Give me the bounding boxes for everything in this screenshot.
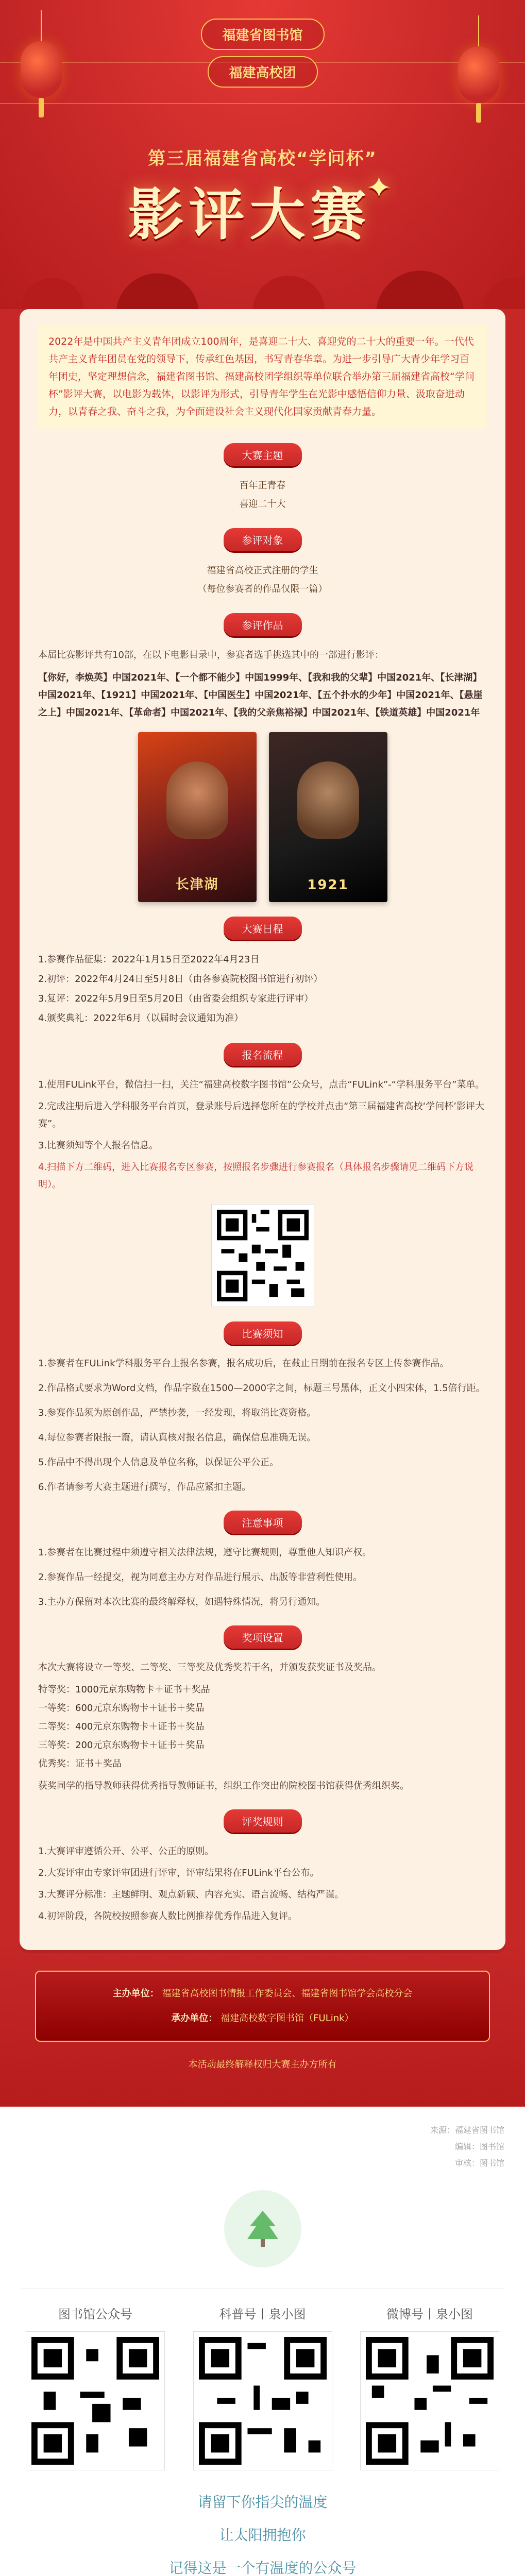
organizer-value: 福建高校数字图书馆（FULink） [221, 2013, 354, 2024]
cloud-decoration [0, 252, 525, 309]
film-poster-title: 长津湖 [175, 877, 219, 892]
judging-item: 2.大赛评审由专家评审团进行评审，评审结果将在FULink平台公布。 [38, 1868, 319, 1878]
section-tag-judging: 评奖规则 [224, 1809, 302, 1833]
qr-title: 图书馆公众号 [58, 2307, 132, 2321]
slogan-block [21, 2486, 504, 2576]
signup-qr-wrap [38, 1204, 487, 1307]
works-intro: 本届比赛影评共有10部，在以下电影目录中，参赛者选手挑选其中的一部进行影评： [38, 650, 384, 660]
organizers-box [35, 1971, 490, 2042]
section-tag-signup: 报名流程 [224, 1043, 302, 1066]
target-line: 福建省高校正式注册的学生 [207, 565, 318, 576]
slogan-line: 记得这是一个有温度的公众号 [168, 2560, 357, 2576]
poster-footer: 本活动最终解释权归大赛主办方所有 [188, 2059, 337, 2070]
slogan-line: 让太阳拥抱你 [219, 2527, 306, 2544]
section-tag-awards: 奖项设置 [224, 1625, 302, 1649]
article-footer [0, 2107, 525, 2576]
section-tag-target: 参评对象 [224, 528, 302, 551]
signup-qr-code[interactable] [211, 1204, 314, 1307]
film-poster-title: 1921 [307, 877, 349, 893]
judging-item: 3.大赛评分标准：主题鲜明、观点新颖、内容充实、语言流畅、结构严谨。 [38, 1889, 344, 1900]
section-tag-theme: 大赛主题 [224, 443, 302, 466]
section-tag-schedule: 大赛日程 [224, 917, 302, 940]
film-poster-image [138, 732, 257, 902]
schedule-item: 4.颁奖典礼：2022年6月（以届时会议通知为准） [38, 1013, 244, 1024]
sparkle-icon: ✦ [366, 170, 397, 206]
rule-item: 4.每位参赛者限报一篇，请认真核对报名信息，确保信息准确无误。 [38, 1432, 316, 1443]
signup-item: 3.比赛须知等个人报名信息。 [38, 1140, 159, 1151]
host-value: 福建省高校图书情报工作委员会、福建省图书馆学会高校分会 [162, 1988, 413, 1999]
hero-badge [200, 19, 324, 88]
rule-item: 1.参赛者在FULink学科服务平台上报名参赛，报名成功后，在截止日期前在报名专区上传参赛作品。 [38, 1358, 449, 1369]
library-logo-icon [224, 2190, 301, 2267]
awards-list [38, 1681, 487, 1773]
signup-item: 2.完成注册后进入学科服务平台首页，登录账号后选择您所在的学校并点击“第三届福建省高校‘学问杯’影评大赛”。 [38, 1101, 484, 1129]
hero-subtitle: 第三届福建省高校“学问杯” [148, 148, 377, 169]
intro-text: 2022年是中国共产主义青年团成立100周年，是喜迎二十大、喜迎党的二十大的重要一年。一代代共产主义青年团员在党的领导下，传承红色基因，书写青春华章。为进一步引导广大青少年学习百年团史，坚定理想信念，福建省图书馆、福建高校团学组织等单位联合举办第三届福建省高校“学问杯”影评大赛，以电影为载体，以影评为形式，引导青年学生在光影中感悟信仰力量、汲取奋进动力，以青春之我、奋斗之我，为全面建设社会主义现代化国家贡献青春力量。 [38, 325, 487, 429]
award-item: 优秀奖：证书＋奖品 [38, 1758, 122, 1769]
signup-item: 1.使用FULink平台，微信扫一扫，关注“福建高校数字图书馆”公众号，点击“FULink”-“学科服务平台”菜单。 [38, 1079, 485, 1090]
qr-code-icon [366, 2337, 494, 2465]
rule-item: 6.作者请参考大赛主题进行撰写，作品应紧扣主题。 [38, 1482, 251, 1493]
qr-codes-row [21, 2288, 504, 2470]
rule-item: 2.作品格式要求为Word文档，作品字数在1500—2000字之间，标题三号黑体，正文小四宋体，1.5倍行距。 [38, 1383, 485, 1394]
awards-intro: 本次大赛将设立一等奖、二等奖、三等奖及优秀奖若干名，并颁发获奖证书及奖品。 [38, 1662, 381, 1673]
award-item: 二等奖：400元京东购物卡＋证书＋奖品 [38, 1721, 205, 1732]
theme-line: 百年正青春 [239, 480, 286, 491]
awards-note: 获奖同学的指导教师获得优秀指导教师证书，组织工作突出的院校图书馆获得优秀组织奖。 [38, 1781, 409, 1791]
signup-item: 4.扫描下方二维码，进入比赛报名专区参赛，按照报名步骤进行参赛报名（具体报名步骤请见二维码下方说明）。 [38, 1162, 474, 1190]
qr-code-icon [31, 2337, 159, 2465]
qr-title: 微博号丨泉小图 [386, 2307, 473, 2321]
hero-title-text: 影评大赛 [128, 183, 371, 247]
qr-code-weibo[interactable] [360, 2331, 499, 2470]
slogan-line: 请留下你指尖的温度 [197, 2494, 328, 2511]
poster-figure [166, 761, 228, 839]
film-posters [38, 732, 487, 902]
section-tag-rules: 比赛须知 [224, 1321, 302, 1345]
award-item: 一等奖：600元京东购物卡＋证书＋奖品 [38, 1703, 205, 1714]
judging-item: 1.大赛评审遵循公开、公平、公正的原则。 [38, 1846, 214, 1857]
note-item: 3.主办方保留对本次比赛的最终解释权，如遇特殊情况，将另行通知。 [38, 1597, 326, 1607]
schedule-item: 3.复评：2022年5月9日至5月20日（由省委会组织专家进行评审） [38, 993, 314, 1004]
theme-line: 喜迎二十大 [239, 499, 286, 510]
host-label: 主办单位： [112, 1988, 159, 1999]
section-tag-works: 参评作品 [224, 613, 302, 636]
library-logo-wrap [21, 2190, 504, 2267]
source-line: 来源：福建省图书馆 [430, 2125, 504, 2135]
badge-pill: 福建高校团 [207, 56, 317, 88]
target-line: （每位参赛者的作品仅限一篇） [197, 584, 328, 595]
schedule-item: 2.初评：2022年4月24日至5月8日（由各参赛院校图书馆进行初评） [38, 974, 323, 985]
qr-item [21, 2304, 170, 2470]
qr-item [355, 2304, 504, 2470]
qr-item [188, 2304, 337, 2470]
poster-hero [0, 0, 525, 309]
schedule-list [38, 950, 487, 1028]
contest-card [20, 309, 505, 1950]
qr-code-science[interactable] [193, 2331, 332, 2470]
note-item: 1.参赛者在比赛过程中须遵守相关法律法规，遵守比赛规则，尊重他人知识产权。 [38, 1547, 372, 1558]
rule-item: 5.作品中不得出现个人信息及单位名称，以保证公平公正。 [38, 1457, 279, 1468]
decor-line [0, 103, 525, 104]
rule-item: 3.参赛作品须为原创作品，严禁抄袭，一经发现，将取消比赛资格。 [38, 1408, 316, 1418]
judging-item: 4.初评阶段，各院校按照参赛人数比例推荐优秀作品进入复评。 [38, 1911, 298, 1922]
works-list: 【你好，李焕英】中国2021年、【一个都不能少】中国1999年、【我和我的父辈】中国2021年、【长津湖】中国2021年、【1921】中国2021年、【中国医生】中国2021年、【五个扑水的少年】中国2021年、【悬崖之上】中国2021年、【革命者】中国2021年、【我的父亲焦裕禄】中国2021年、【铁道英雄】中国2021年 [38, 672, 483, 718]
badge-pill: 福建省图书馆 [200, 19, 324, 50]
lantern-icon [21, 41, 62, 98]
award-item: 三等奖：200元京东购物卡＋证书＋奖品 [38, 1740, 205, 1751]
qr-code-icon [217, 1210, 309, 1301]
hero-title [0, 170, 525, 250]
film-poster-image [269, 732, 387, 902]
lantern-icon [458, 46, 499, 103]
schedule-item: 1.参赛作品征集：2022年1月15日至2022年4月23日 [38, 954, 260, 965]
section-tag-notes: 注意事项 [224, 1511, 302, 1534]
poster-figure [297, 761, 359, 839]
organizer-label: 承办单位： [171, 2013, 218, 2024]
qr-code-library[interactable] [26, 2331, 165, 2470]
award-item: 特等奖：1000元京东购物卡＋证书＋奖品 [38, 1684, 210, 1695]
editor-line: 编辑：图书馆 [454, 2142, 504, 2151]
note-item: 2.参赛作品一经提交，视为同意主办方对作品进行展示、出版等非营利性使用。 [38, 1572, 363, 1583]
qr-code-icon [199, 2337, 327, 2465]
reviewer-line: 审核：图书馆 [454, 2158, 504, 2168]
qr-title: 科普号丨泉小图 [219, 2307, 306, 2321]
